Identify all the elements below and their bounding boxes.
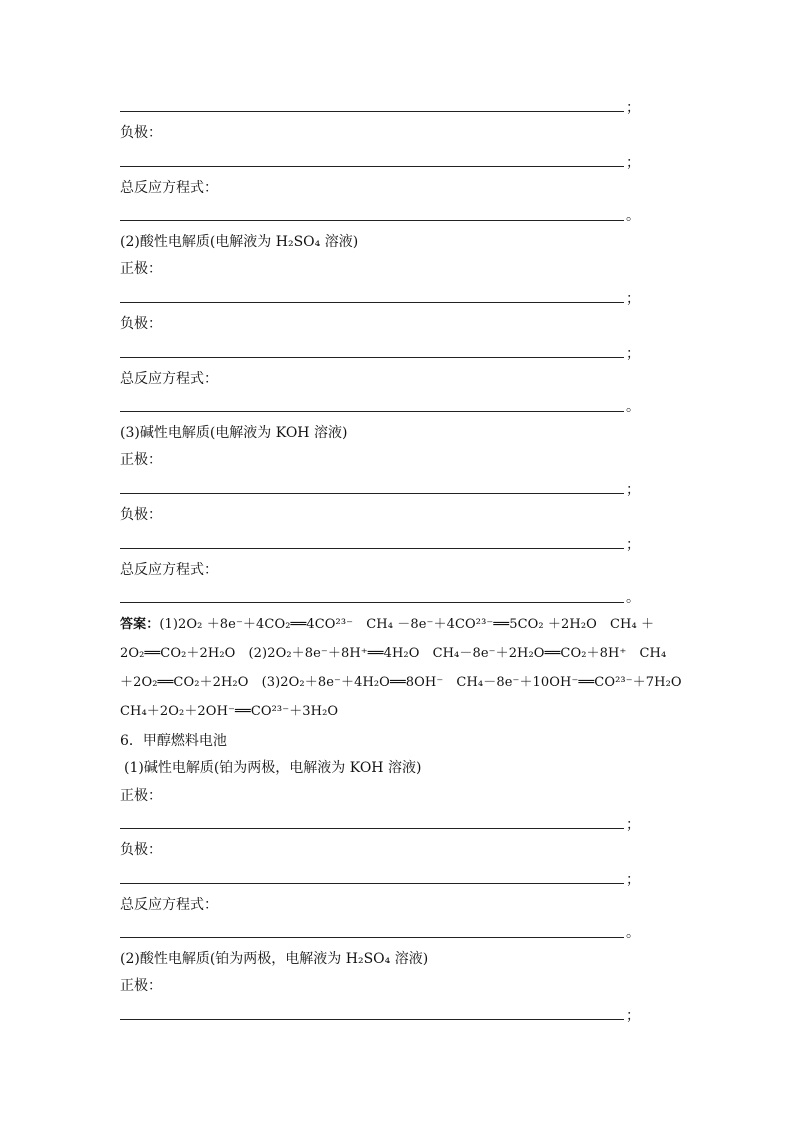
total-reaction-label: 总反应方程式： xyxy=(120,897,218,913)
semicolon: ； xyxy=(626,537,640,553)
semicolon: ； xyxy=(626,1008,640,1024)
semicolon: ； xyxy=(626,291,640,307)
semicolon: ； xyxy=(626,100,640,116)
positive-electrode-label: 正极： xyxy=(120,788,162,804)
section-alkaline-electrolyte: (3)碱性电解质(电解液为 KOH 溶液) xyxy=(120,425,348,441)
answer-text: (1)2O₂ ＋8e⁻＋4CO₂══4CO²³⁻ CH₄ －8e⁻＋4CO²³⁻══5CO₂ ＋2H₂O CH₄ ＋ xyxy=(159,617,655,632)
semicolon: ； xyxy=(626,817,640,833)
answer-blank-line[interactable] xyxy=(120,357,624,358)
answer-blank-line[interactable] xyxy=(120,166,624,167)
answer-line-1 xyxy=(120,616,654,634)
section-methanol-fuel-cell: 6．甲醇燃料电池 xyxy=(120,733,227,749)
semicolon: ； xyxy=(626,872,640,888)
answer-blank-line[interactable] xyxy=(120,602,624,603)
answer-blank-line[interactable] xyxy=(120,220,624,221)
positive-electrode-label: 正极： xyxy=(120,261,162,277)
semicolon: ； xyxy=(626,155,640,171)
answer-blank-line[interactable] xyxy=(120,1019,624,1020)
period: 。 xyxy=(626,208,640,224)
total-reaction-label: 总反应方程式： xyxy=(120,180,218,196)
answer-blank-line[interactable] xyxy=(120,548,624,549)
section-acid-electrolyte: (2)酸性电解质(电解液为 H₂SO₄ 溶液) xyxy=(120,234,359,250)
answer-line-4: CH₄＋2O₂＋2OH⁻══CO²³⁻＋3H₂O xyxy=(120,704,339,719)
negative-electrode-label: 负极： xyxy=(120,316,162,332)
positive-electrode-label: 正极： xyxy=(120,978,162,994)
answer-blank-line[interactable] xyxy=(120,937,624,938)
period: 。 xyxy=(626,925,640,941)
total-reaction-label: 总反应方程式： xyxy=(120,371,218,387)
answer-blank-line[interactable] xyxy=(120,883,624,884)
semicolon: ； xyxy=(626,346,640,362)
answer-blank-line[interactable] xyxy=(120,111,624,112)
answer-prefix: 答案： xyxy=(120,617,160,632)
negative-electrode-label: 负极： xyxy=(120,125,162,141)
semicolon: ； xyxy=(626,482,640,498)
period: 。 xyxy=(626,590,640,606)
answer-blank-line[interactable] xyxy=(120,828,624,829)
answer-line-3: ＋2O₂══CO₂＋2H₂O (3)2O₂＋8e⁻＋4H₂O══8OH⁻ CH₄－8e⁻＋10OH⁻══CO²³⁻＋7H₂O xyxy=(120,675,682,690)
section-acid-electrolyte: (2)酸性电解质(铂为两极，电解液为 H₂SO₄ 溶液) xyxy=(120,951,429,967)
section-alkaline-electrolyte: (1)碱性电解质(铂为两极，电解液为 KOH 溶液) xyxy=(124,760,422,776)
negative-electrode-label: 负极： xyxy=(120,507,162,523)
answer-blank-line[interactable] xyxy=(120,493,624,494)
answer-line-2: 2O₂══CO₂＋2H₂O (2)2O₂＋8e⁻＋8H⁺══4H₂O CH₄－8e⁻＋2H₂O══CO₂＋8H⁺ CH₄ xyxy=(120,646,667,661)
total-reaction-label: 总反应方程式： xyxy=(120,562,218,578)
positive-electrode-label: 正极： xyxy=(120,452,162,468)
answer-blank-line[interactable] xyxy=(120,411,624,412)
answer-blank-line[interactable] xyxy=(120,302,624,303)
negative-electrode-label: 负极： xyxy=(120,842,162,858)
period: 。 xyxy=(626,399,640,415)
